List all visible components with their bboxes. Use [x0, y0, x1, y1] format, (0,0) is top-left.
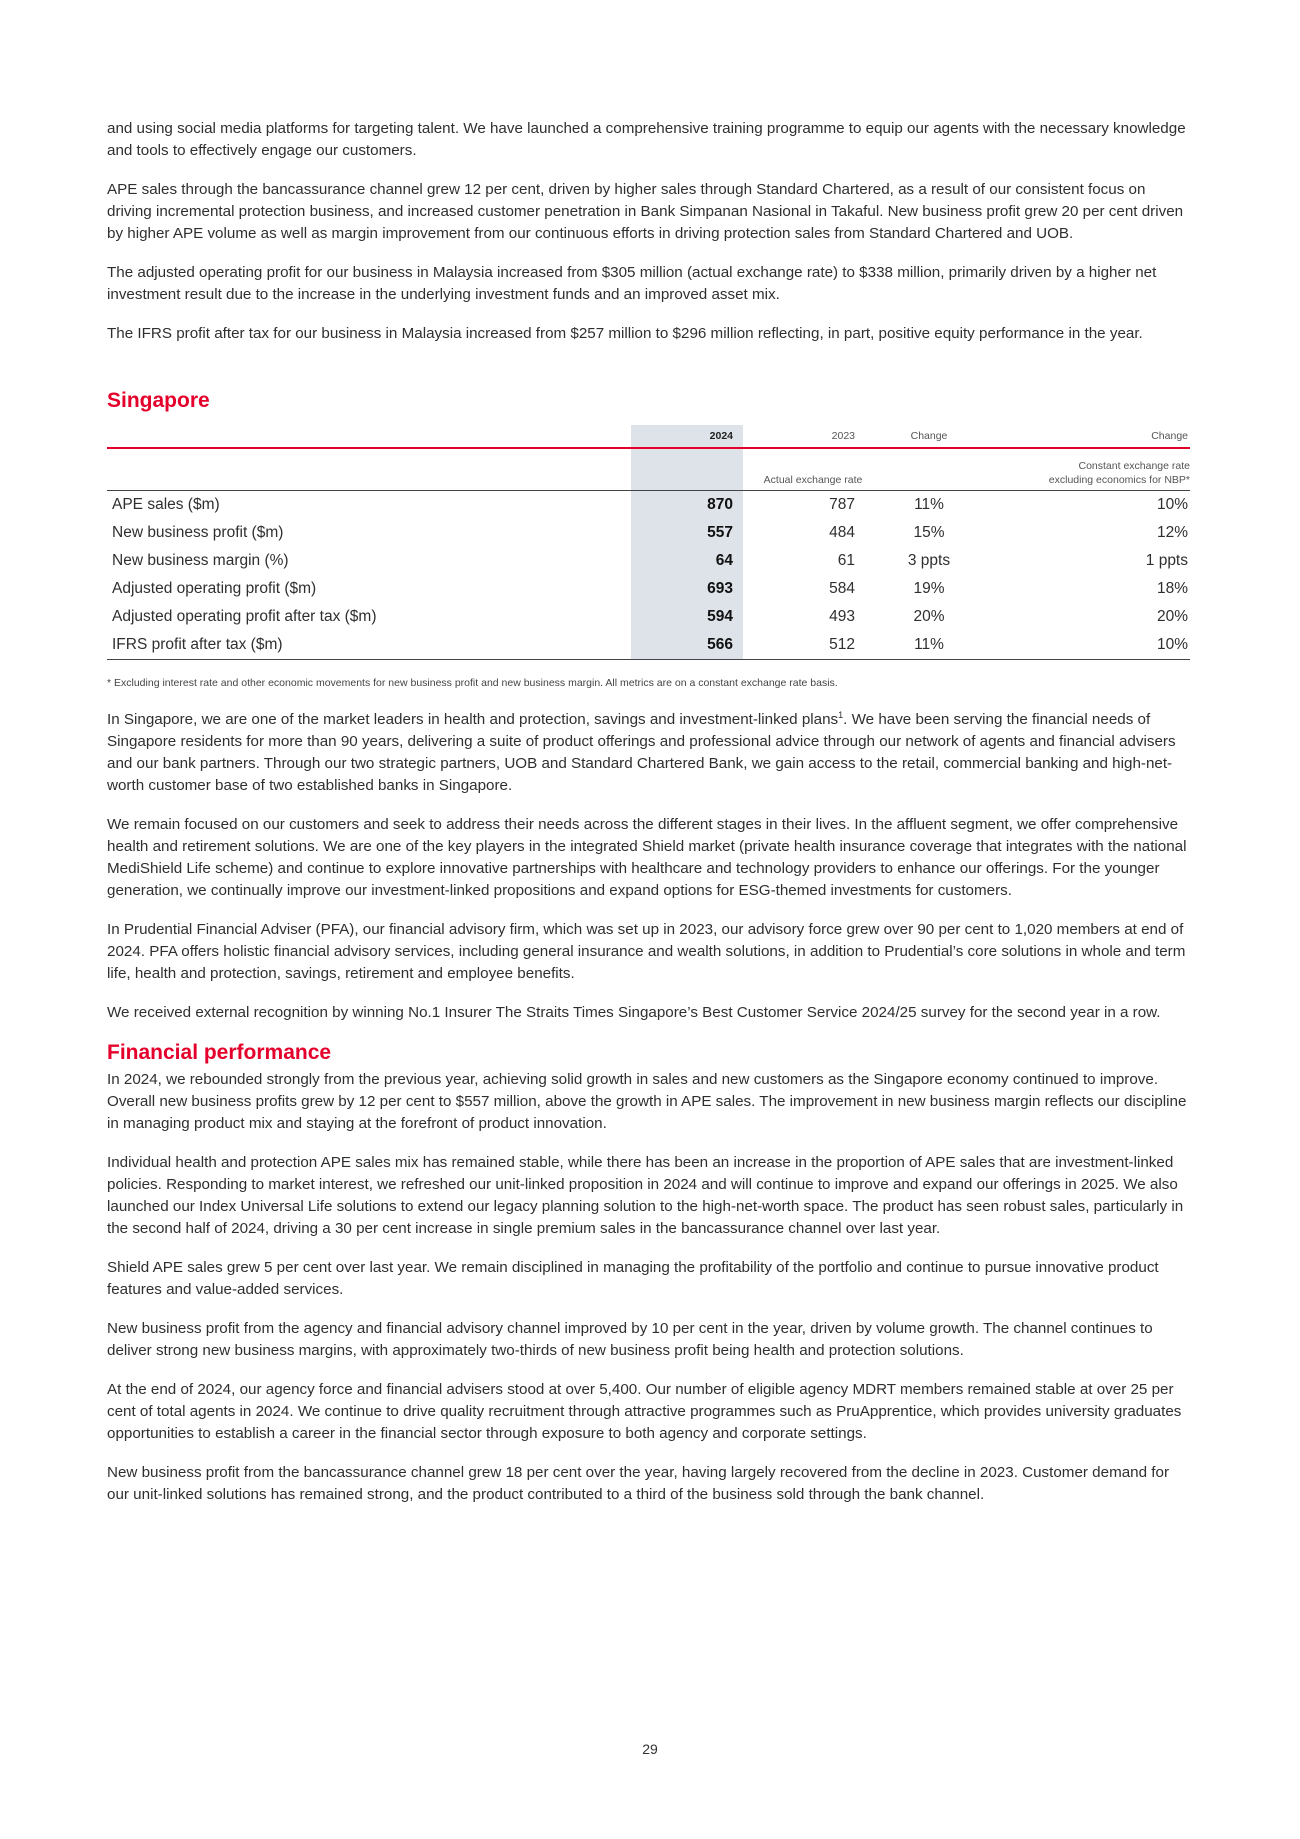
cell-2023: 493: [829, 608, 855, 625]
singapore-metrics-table-wrap: [107, 425, 1190, 660]
page-content: [107, 118, 1192, 1523]
cell-2024: 693: [707, 580, 733, 597]
cell-2024: 594: [707, 608, 733, 625]
cell-2023: 484: [829, 524, 855, 541]
intro-paragraph-4: The IFRS profit after tax for our business in Malaysia increased from $257 million to $296 million reflecting, in part, positive equity performance in the year.: [107, 325, 1143, 342]
cell-2023: 61: [837, 552, 855, 569]
cell-change: 15%: [913, 524, 945, 541]
intro-paragraph-2: APE sales through the bancassurance channel grew 12 per cent, driven by higher sales through Standard Chartered, as a result of our consistent focus on driving incremental protection business, and increased customer penetration in Bank Simpanan Nasional in Takaful. New business profit grew 20 per cent driven by higher APE volume as well as margin improvement from our continuous efforts in driving protection sales from Standard Chartered and UOB.: [107, 181, 1184, 242]
row-label: New business profit ($m): [112, 524, 284, 541]
cell-2024: 557: [707, 524, 733, 541]
financial-paragraph-1: In 2024, we rebounded strongly from the previous year, achieving solid growth in sales and new customers as the Singapore economy continued to improve. Overall new business profits grew by 12 per cent to $557 million, above the growth in APE sales. The improvement in new business margin reflects our discipline in managing product mix and staying at the forefront of product innovation.: [107, 1071, 1187, 1133]
financial-paragraph-6: New business profit from the bancassurance channel grew 18 per cent over the year, having largely recovered from the decline in 2023. Customer demand for our unit-linked solutions has remained strong, and the product contributed to a third of the business sold through the bank channel.: [107, 1464, 1170, 1504]
table-row: [107, 547, 1190, 575]
cell-2024: 870: [707, 496, 733, 513]
singapore-metrics-table: [107, 425, 1190, 660]
cell-2024: 64: [715, 552, 733, 569]
cell-constant-change: 10%: [1156, 496, 1188, 513]
row-label: New business margin (%): [112, 552, 289, 569]
singapore-paragraph-1-start: In Singapore, we are one of the market leaders in health and protection, savings and investment-linked plans: [107, 711, 839, 729]
row-label: IFRS profit after tax ($m): [107, 631, 631, 660]
table-row: [107, 575, 1190, 603]
table-row: [107, 519, 1190, 547]
footnote-reference-1: 1: [838, 710, 844, 720]
singapore-paragraph-1: [107, 704, 1192, 797]
cell-2023: 787: [829, 496, 855, 513]
table-footnote: * Excluding interest rate and other economic movements for new business profit and new business margin. All metrics are on a constant exchange rate basis.: [107, 677, 838, 689]
cell-constant-change: 1 ppts: [1145, 552, 1188, 569]
group-header-constant-exchange-rate: [1028, 448, 1190, 491]
table-row: [107, 603, 1190, 631]
singapore-paragraph-3: In Prudential Financial Adviser (PFA), our financial advisory firm, which was set up in 2023, our advisory force grew over 90 per cent to 1,020 members at end of 2024. PFA offers holistic financial advisory services, including general insurance and wealth solutions, in addition to Prudential’s core solutions in whole and term life, health and protection, savings, retirement and employee benefits.: [107, 921, 1186, 983]
cell-2023: 584: [829, 580, 855, 597]
financial-paragraph-4: New business profit from the agency and financial advisory channel improved by 10 per cent in the year, driven by volume growth. The channel continues to deliver strong new business margins, with approximately two-thirds of new business profit being health and protection solutions.: [107, 1320, 1153, 1360]
financial-performance-heading: Financial performance: [107, 1041, 332, 1065]
singapore-paragraph-4: We received external recognition by winning No.1 Insurer The Straits Times Singapore’s Best Customer Service 2024/25 survey for the second year in a row.: [107, 1004, 1161, 1022]
singapore-paragraph-1-end: . We have been serving the financial needs of Singapore residents for more than 90 years, delivering a suite of product offerings and professional advice through our network of agents and financial advisers and our bank partners. Through our two strategic partners, UOB and Standard Chartered Bank, we gain access to the retail, commercial banking and high-net-worth customer base of two established banks in Singapore.: [107, 711, 1176, 795]
financial-paragraph-3: Shield APE sales grew 5 per cent over last year. We remain disciplined in managing the profitability of the portfolio and continue to pursue innovative product features and value-added services.: [107, 1259, 1159, 1299]
cell-constant-change: 18%: [1156, 580, 1188, 597]
column-header-2023: 2023: [743, 425, 863, 448]
column-header-change: Change: [863, 425, 995, 448]
group-header-constant-line2: excluding economics for NBP*: [1048, 474, 1190, 486]
cell-constant-change: 20%: [1156, 608, 1188, 625]
cell-2023: 512: [743, 631, 863, 660]
cell-constant-change: 12%: [1156, 524, 1188, 541]
row-label: Adjusted operating profit after tax ($m): [112, 608, 377, 625]
table-group-header-row: [107, 448, 1190, 491]
table-row: [107, 631, 1190, 660]
cell-change: 19%: [913, 580, 945, 597]
row-label: Adjusted operating profit ($m): [112, 580, 317, 597]
table-column-header-row: [107, 425, 1190, 448]
cell-2024: 566: [631, 631, 743, 660]
singapore-heading: Singapore: [107, 389, 210, 412]
singapore-paragraph-2: We remain focused on our customers and seek to address their needs across the different stages in their lives. In the affluent segment, we offer comprehensive health and retirement solutions. We are one of the key players in the integrated Shield market (private health insurance coverage that integrates with the national MediShield Life scheme) and continue to explore innovative partnerships with healthcare and technology providers to enhance our offerings. For the younger generation, we continually improve our investment-linked propositions and expand options for ESG-themed investments for customers.: [107, 816, 1187, 900]
cell-change: 3 ppts: [907, 552, 951, 569]
group-header-constant-line1: Constant exchange rate: [1078, 460, 1190, 472]
cell-change: 11%: [914, 496, 944, 513]
page-number: 29: [642, 1741, 658, 1757]
financial-paragraph-5: At the end of 2024, our agency force and financial advisers stood at over 5,400. Our number of eligible agency MDRT members remained stable at over 25 per cent of total agents in 2024. We continue to drive quality recruitment through attractive programmes such as PruApprentice, which provides university graduates opportunities to establish a career in the financial sector through exposure to both agency and corporate settings.: [107, 1381, 1182, 1443]
financial-paragraph-2: Individual health and protection APE sales mix has remained stable, while there has been an increase in the proportion of APE sales that are investment-linked policies. Responding to market interest, we refreshed our unit-linked proposition in 2024 and will continue to improve and expand our offerings in 2025. We also launched our Index Universal Life solutions to extend our legacy planning solution to the high-net-worth space. The product has seen robust sales, particularly in the second half of 2024, driving a 30 per cent increase in single premium sales in the bancassurance channel over last year.: [107, 1154, 1184, 1238]
cell-constant-change: 10%: [1028, 631, 1190, 660]
column-header-constant-change: Change: [1028, 425, 1190, 448]
group-header-actual-exchange-rate: Actual exchange rate: [631, 448, 995, 491]
row-label: APE sales ($m): [112, 496, 220, 513]
cell-change: 11%: [863, 631, 995, 660]
intro-paragraph-3: The adjusted operating profit for our business in Malaysia increased from $305 million (actual exchange rate) to $338 million, primarily driven by a higher net investment result due to the increase in the underlying investment funds and an improved asset mix.: [107, 264, 1157, 303]
intro-paragraph-1: and using social media platforms for targeting talent. We have launched a comprehensive training programme to equip our agents with the necessary knowledge and tools to effectively engage our customers.: [107, 120, 1186, 159]
table-row: [107, 491, 1190, 520]
column-header-2024: 2024: [631, 425, 743, 448]
cell-change: 20%: [913, 608, 945, 625]
